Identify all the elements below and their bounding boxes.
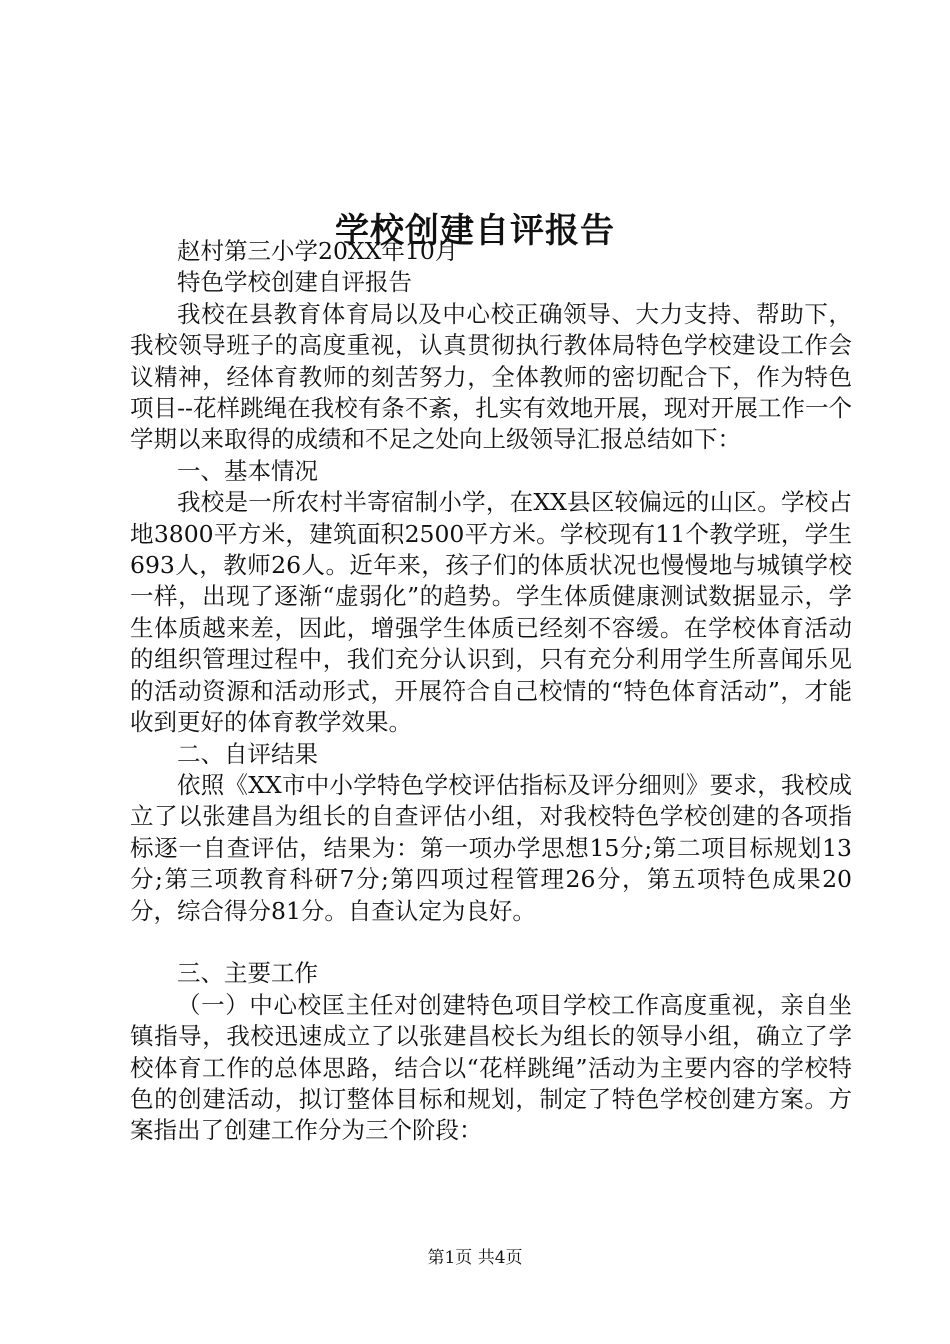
document-body <box>130 236 852 1147</box>
report-subtitle: 特色学校创建自评报告 <box>177 268 412 297</box>
basic-info-paragraph: 我校是一所农村半寄宿制小学，在XX县区较偏远的山区。学校占地3800平方米，建筑面积2500平方米。学校现有11个教学班，学生693人，教师26人。近年来，孩子们的体质状况也慢慢地与城镇学校一样，出现了逐渐“虚弱化”的趋势。学生体质健康测试数据显示，学生体质越来差，因此，增强学生体质已经刻不容缓。在学校体育活动的组织管理过程中，我们充分认识到，只有充分利用学生所喜闻乐见的活动资源和活动形式，开展符合自己校情的“特色体育活动”，才能收到更好的体育教学效果。 <box>130 488 852 737</box>
work-paragraph-1: （一）中心校匡主任对创建特色项目学校工作高度重视，亲自坐镇指导，我校迅速成立了以张建昌校长为组长的领导小组，确立了学校体育工作的总体思路，结合以“花样跳绳”活动为主要内容的学校特色的创建活动，拟订整体目标和规划，制定了特色学校创建方案。方案指出了创建工作分为三个阶段： <box>130 990 852 1145</box>
document-title: 学校创建自评报告 <box>335 210 615 251</box>
school-date-line: 赵村第三小学20XX年10月 <box>177 237 459 265</box>
page-number: 第1页 共4页 <box>427 1248 523 1268</box>
section-heading-results: 二、自评结果 <box>177 739 318 768</box>
section-heading-basic: 一、基本情况 <box>177 456 318 485</box>
section-heading-work: 三、主要工作 <box>177 959 318 988</box>
intro-paragraph: 我校在县教育体育局以及中心校正确领导、大力支持、帮助下，我校领导班子的高度重视，认真贯彻执行教体局特色学校建设工作会议精神，经体育教师的刻苦努力，全体教师的密切配合下，作为特色项目--花样跳绳在我校有条不紊，扎实有效地开展，现对开展工作一个学期以来取得的成绩和不足之处向上级领导汇报总结如下： <box>130 299 852 454</box>
results-paragraph: 依照《XX市中小学特色学校评估指标及评分细则》要求，我校成立了以张建昌为组长的自查评估小组，对我校特色学校创建的各项指标逐一自查评估，结果为：第一项办学思想15分;第二项目标规划13分;第三项教育科研7分;第四项过程管理26分，第五项特色成果20分，综合得分81分。自查认定为良好。 <box>130 770 852 925</box>
